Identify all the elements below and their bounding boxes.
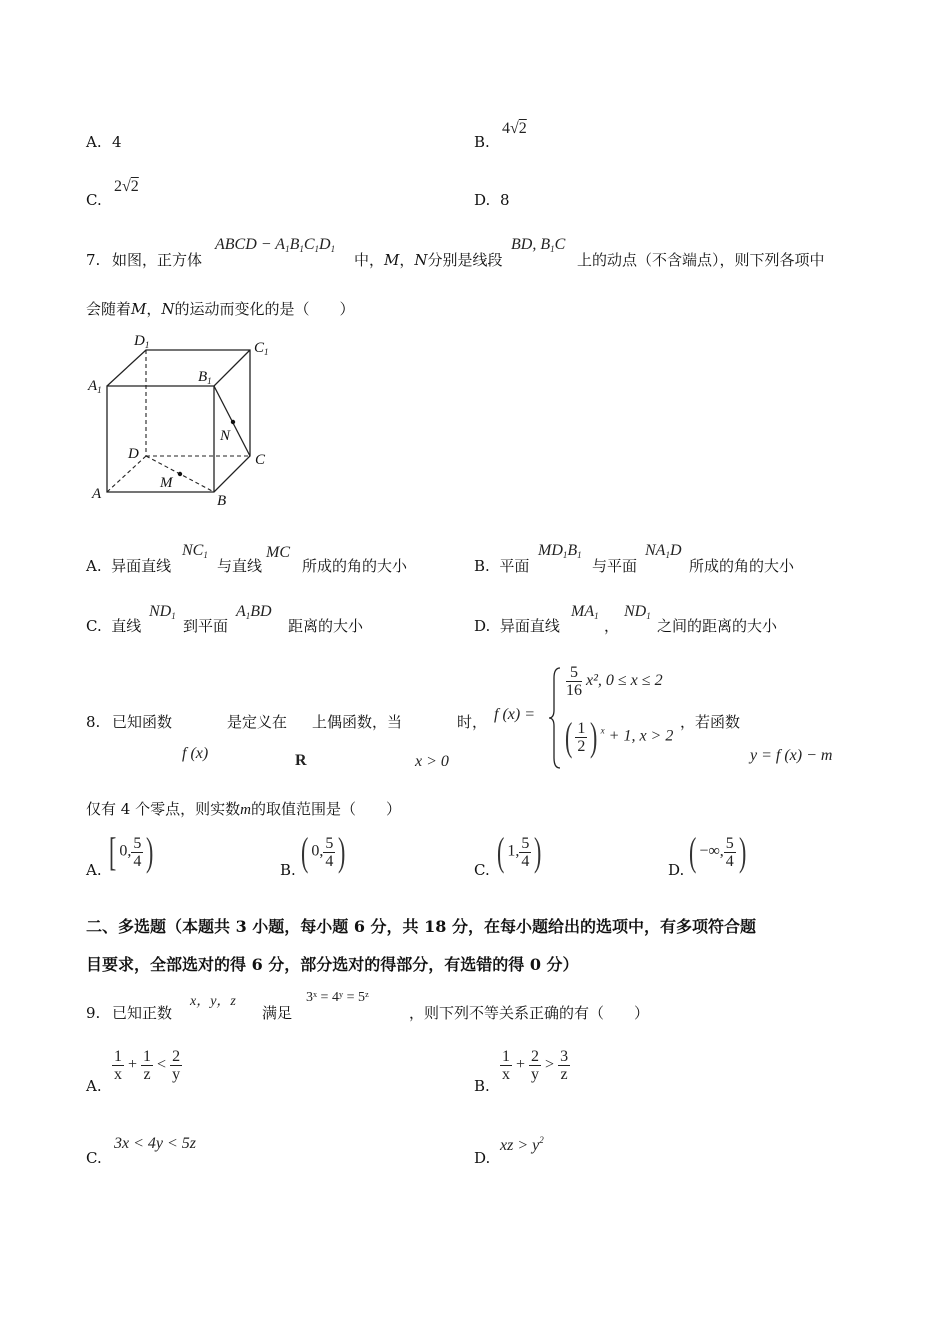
label-b: B xyxy=(217,493,227,509)
q8-option-c-label: C. xyxy=(474,861,490,879)
q8-text-4: 时， xyxy=(457,713,488,731)
q9-vars: x，y，z xyxy=(190,994,236,1009)
q9-option-d-label: D. xyxy=(474,1149,491,1167)
q7-option-b: B. 平面 xyxy=(474,557,530,575)
q7-option-d-m1: $MA_1$ xyxy=(571,603,599,621)
q8-option-a-label: A. xyxy=(86,861,102,879)
point-m xyxy=(178,472,182,476)
q8-option-d-label: D. xyxy=(668,861,685,879)
q7-cube-name: ABCD − $A_1B_1C_1D_1$ xyxy=(215,236,336,254)
label-m: M xyxy=(160,475,173,491)
q8-option-b-value: ( 0, $\frac{5}{4}$ ) xyxy=(300,829,346,874)
q8-fx: f (x) xyxy=(182,745,209,762)
q7-option-c-t3: 距离的大小 xyxy=(288,617,364,635)
q8-set-r: R xyxy=(295,752,307,769)
q8-case-2: ( $\frac{1}{2}$ ) $^x$ + 1, x > 2 xyxy=(564,714,674,759)
q7-option-c-m2: $A_1BD$ xyxy=(236,603,272,621)
q9-option-c-value: 3x < 4y < 5z xyxy=(114,1135,197,1152)
q9-text-2: 满足 xyxy=(262,1004,293,1022)
q8-text-2: 是定义在 xyxy=(227,713,288,731)
q9-option-a-label: A. xyxy=(86,1077,102,1095)
q8-piecewise-lhs: f (x) = xyxy=(494,706,535,723)
q7-line-2: 会随着M，N的运动而变化的是（ ） xyxy=(86,300,355,318)
q6-option-a-value: 4 xyxy=(112,133,122,151)
q6-option-c-value: 2√2 xyxy=(114,178,139,195)
q8-text-5: ，若函数 xyxy=(680,713,741,731)
q7-option-b-m1: $MD_1B_1$ xyxy=(538,542,582,560)
q7-option-c: C. 直线 xyxy=(86,617,142,635)
q6-option-b-label: B. xyxy=(474,133,490,151)
label-c: C xyxy=(255,452,266,468)
q7-number: 7. xyxy=(86,251,101,269)
q7-segments: BD, $B_1C$ xyxy=(511,236,566,254)
cube-figure xyxy=(84,330,284,512)
q9-option-b-value: $\frac{1}{x}$ + $\frac{2}{y}$ > $\frac{3}{z}$ xyxy=(502,1048,569,1083)
point-n xyxy=(231,420,235,424)
q8-option-b-label: B. xyxy=(280,861,296,879)
q7-option-a-m2: MC xyxy=(266,544,290,561)
q8-option-d-value: ( −∞, $\frac{5}{4}$ ) xyxy=(688,829,747,874)
q9-equation: 3ˣ = 4ʸ = 5ᶻ xyxy=(306,990,369,1005)
q6-option-c-label: C. xyxy=(86,191,102,209)
q9-option-b-label: B. xyxy=(474,1077,490,1095)
q7-option-c-m1: $ND_1$ xyxy=(149,603,176,621)
q8-text-1: 已知函数 xyxy=(112,713,173,731)
q8-line-2: 仅有 4 个零点，则实数m的取值范围是（ ） xyxy=(86,800,401,818)
label-d1: $D_1$ xyxy=(134,333,150,350)
q7-text-1: 如图，正方体 xyxy=(112,251,203,269)
q8-yfm: y = f (x) − m xyxy=(750,747,833,764)
q7-text-4: 上的动点（不含端点），则下列各项中 xyxy=(577,251,825,269)
q7-option-d-t3: 之间的距离的大小 xyxy=(657,617,778,635)
q8-case-1: $\frac{5}{16}$ x², 0 ≤ x ≤ 2 xyxy=(566,664,663,699)
q7-option-a-t2: 与直线 xyxy=(217,557,263,575)
q9-option-d-value: xz > $y^2$ xyxy=(500,1135,544,1154)
q7-option-a-m1: $NC_1$ xyxy=(182,542,208,560)
q7-option-c-t2: 到平面 xyxy=(183,617,229,635)
q6-option-d-label: D. xyxy=(474,191,491,209)
section-2-heading-line-1: 二、多选题（本题共 3 小题，每小题 6 分，共 18 分，在每小题给出的选项中，有多项符合题 xyxy=(86,917,756,936)
label-a1: $A_1$ xyxy=(88,378,102,395)
q7-option-b-m2: $NA_1D$ xyxy=(645,542,682,560)
q7-option-a: A. 异面直线 xyxy=(86,557,172,575)
q8-x-positive: x > 0 xyxy=(415,753,449,770)
label-c1: $C_1$ xyxy=(254,340,269,357)
q6-option-d-value: 8 xyxy=(500,191,510,209)
q7-text-2: 中，M，N分别是线段 xyxy=(354,251,503,269)
section-2-heading-line-2: 目要求，全部选对的得 6 分，部分选对的得部分，有选错的得 0 分） xyxy=(86,955,579,974)
q7-option-b-t3: 所成的角的大小 xyxy=(689,557,795,575)
q7-option-d: D. 异面直线 xyxy=(474,617,560,635)
q7-option-b-t2: 与平面 xyxy=(592,557,638,575)
q8-text-3: 上偶函数，当 xyxy=(312,713,403,731)
q8-number: 8. xyxy=(86,713,101,731)
label-a: A xyxy=(92,486,102,502)
label-b1: $B_1$ xyxy=(198,369,212,386)
q8-option-c-value: ( 1, $\frac{5}{4}$ ) xyxy=(496,829,542,874)
q9-option-c-label: C. xyxy=(86,1149,102,1167)
q9-text-1: 已知正数 xyxy=(112,1004,173,1022)
q9-number: 9. xyxy=(86,1004,101,1022)
q8-option-a-value: [ 0, $\frac{5}{4}$ ) xyxy=(108,829,154,874)
q6-option-b-value: 4√2 xyxy=(502,120,527,137)
q9-text-3: ，则下列不等关系正确的有（ ） xyxy=(409,1004,650,1022)
label-d: D xyxy=(128,446,139,462)
q7-option-d-m2: $ND_1$ xyxy=(624,603,651,621)
q7-option-a-t3: 所成的角的大小 xyxy=(302,557,408,575)
q9-option-a-value: $\frac{1}{x}$ + $\frac{1}{z}$ < $\frac{2}{y}$ xyxy=(114,1048,181,1083)
q7-option-d-t2: ， xyxy=(604,617,620,635)
label-n: N xyxy=(220,428,231,444)
q6-option-a-label: A. xyxy=(86,133,102,151)
piecewise-brace xyxy=(548,666,562,770)
